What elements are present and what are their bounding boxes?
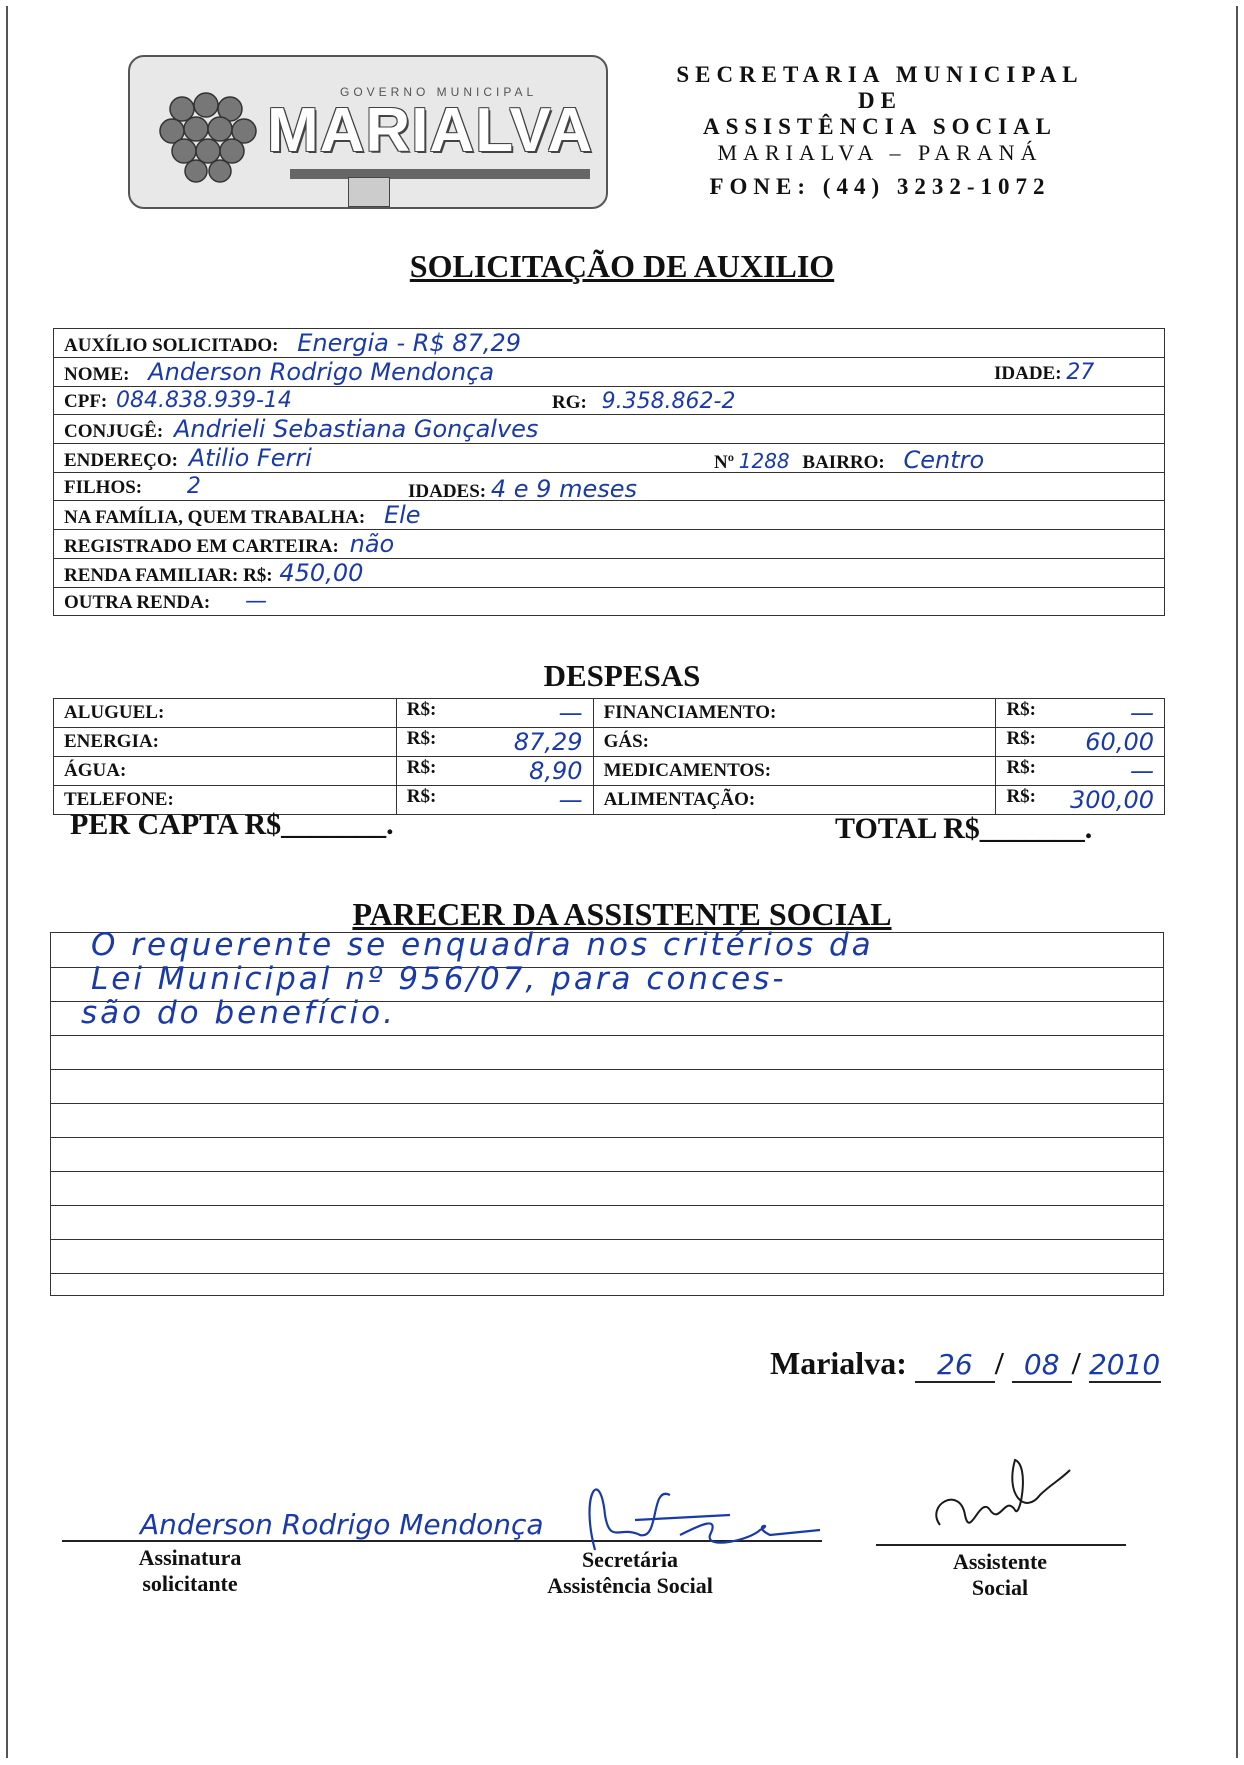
page-title: SOLICITAÇÃO DE AUXILIO — [409, 248, 835, 284]
endereco-label: ENDEREÇO: — [64, 450, 179, 471]
solicitante-signature: Anderson Rodrigo Mendonça — [140, 1508, 544, 1541]
logo-bar — [290, 169, 590, 179]
despesa-right-label: FINANCIAMENTO: — [603, 702, 777, 723]
form-row-auxilio — [54, 329, 1165, 358]
parecer-line2[interactable]: Lei Municipal nº 956/07, para conces- — [91, 961, 787, 997]
date-label: Marialva: — [770, 1345, 907, 1381]
despesa-left-cell — [396, 699, 593, 728]
despesa-left-value[interactable]: — — [558, 699, 583, 727]
despesa-left-cell — [54, 728, 397, 757]
form-row-nome — [54, 358, 1165, 387]
solicitante-caption-l2: solicitante — [142, 1571, 238, 1596]
despesa-left-value[interactable]: — — [558, 786, 583, 814]
form-row-carteira — [54, 530, 1165, 559]
total: TOTAL R$_______. — [835, 812, 1093, 845]
despesas-row — [54, 757, 1165, 786]
assistente-signature-mark — [920, 1455, 1080, 1555]
form-row-cpf — [54, 387, 1165, 415]
secretaria-caption — [510, 1547, 750, 1599]
idade-label: IDADE: — [994, 363, 1062, 384]
marialva-logo — [128, 55, 608, 209]
date-year[interactable]: 2010 — [1088, 1348, 1161, 1381]
date-day[interactable]: 26 — [915, 1348, 995, 1383]
form-row-endereco — [54, 444, 1165, 473]
parecer-rule — [51, 1035, 1163, 1036]
despesa-right-cell — [996, 757, 1165, 786]
auxilio-value[interactable]: Energia - R$ 87,29 — [297, 329, 522, 357]
parecer-rule — [51, 1137, 1163, 1138]
assistente-caption-l1: Assistente — [952, 1549, 1048, 1574]
despesas-table — [53, 698, 1165, 815]
trabalha-label: NA FAMÍLIA, QUEM TRABALHA: — [64, 507, 366, 528]
form-row-renda — [54, 559, 1165, 588]
renda-label: RENDA FAMILIAR: R$: — [64, 565, 273, 586]
currency-label: R$: — [406, 699, 437, 720]
seal-icon — [348, 177, 390, 207]
despesa-right-cell — [996, 699, 1165, 728]
despesa-left-label: ÁGUA: — [64, 760, 127, 781]
nome-label: NOME: — [64, 364, 130, 385]
despesa-right-cell — [593, 757, 996, 786]
currency-label: R$: — [406, 757, 437, 778]
currency-label: R$: — [1006, 728, 1036, 749]
outra-renda-label: OUTRA RENDA: — [64, 592, 211, 613]
despesas-title: DESPESAS — [543, 658, 701, 693]
despesa-left-label: ENERGIA: — [64, 731, 160, 752]
despesa-right-value[interactable]: 60,00 — [1085, 728, 1154, 756]
bairro-value[interactable]: Centro — [903, 446, 985, 474]
idade-value[interactable]: 27 — [1066, 360, 1095, 385]
conjuge-label: CONJUGÊ: — [64, 421, 164, 442]
form-row-filhos — [54, 473, 1165, 501]
despesa-left-cell — [396, 757, 593, 786]
despesas-row — [54, 728, 1165, 757]
despesa-left-cell — [54, 699, 397, 728]
idades-value[interactable]: 4 e 9 meses — [490, 475, 637, 503]
logo-top-text: GOVERNO MUNICIPAL — [340, 85, 538, 99]
parecer-rule — [51, 1239, 1163, 1240]
cpf-value[interactable]: 084.838.939-14 — [116, 388, 292, 413]
currency-label: R$: — [1006, 786, 1036, 807]
endereco-value[interactable]: Atilio Ferri — [188, 444, 312, 472]
despesa-right-cell — [593, 786, 996, 815]
parecer-rule — [51, 1103, 1163, 1104]
bairro-label: BAIRRO: — [802, 452, 885, 473]
numero-value[interactable]: 1288 — [738, 449, 790, 473]
despesa-right-value[interactable]: — — [1130, 699, 1154, 727]
parecer-rule — [51, 1069, 1163, 1070]
nome-value[interactable]: Anderson Rodrigo Mendonça — [148, 358, 495, 386]
date-month[interactable]: 08 — [1012, 1348, 1072, 1383]
header-line4: MARIALVA – PARANÁ — [717, 140, 1043, 165]
carteira-value[interactable]: não — [349, 530, 395, 558]
despesa-right-label: ALIMENTAÇÃO: — [603, 789, 756, 810]
despesa-right-value[interactable]: — — [1130, 757, 1154, 785]
parecer-line1[interactable]: O requerente se enquadra nos critérios da — [91, 927, 874, 963]
despesa-right-cell — [593, 728, 996, 757]
parecer-rule — [51, 1273, 1163, 1274]
despesa-left-value[interactable]: 87,29 — [513, 728, 583, 756]
despesa-right-cell — [593, 699, 996, 728]
currency-label: R$: — [406, 728, 437, 749]
solicitante-caption-l1: Assinatura — [138, 1545, 242, 1570]
rg-label: RG: — [552, 392, 587, 413]
parecer-title: PARECER DA ASSISTENTE SOCIAL — [352, 896, 892, 932]
filhos-label: FILHOS: — [64, 477, 143, 498]
trabalha-value[interactable]: Ele — [383, 501, 421, 529]
per-capta: PER CAPTA R$_______. — [70, 808, 394, 841]
header-line1: SECRETARIA MUNICIPAL — [676, 62, 1084, 87]
secretaria-caption-l2: Assistência Social — [547, 1573, 713, 1598]
despesa-left-cell — [396, 728, 593, 757]
carteira-label: REGISTRADO EM CARTEIRA: — [64, 536, 339, 557]
currency-label: R$: — [1006, 699, 1036, 720]
despesa-right-cell — [996, 786, 1165, 815]
header-block — [620, 62, 1140, 200]
parecer-rule — [51, 1205, 1163, 1206]
header-line3: ASSISTÊNCIA SOCIAL — [702, 114, 1058, 139]
parecer-lines — [50, 927, 1164, 1296]
assistente-caption-l2: Social — [971, 1575, 1029, 1600]
despesa-right-label: GÁS: — [603, 731, 649, 752]
despesas-row — [54, 699, 1165, 728]
parecer-line3[interactable]: são do benefício. — [81, 995, 396, 1031]
conjuge-value[interactable]: Andrieli Sebastiana Gonçalves — [173, 415, 539, 443]
filhos-value[interactable]: 2 — [186, 474, 201, 499]
header-line2: DE — [858, 88, 902, 113]
solicitante-caption — [110, 1545, 270, 1597]
form-row-conjuge — [54, 415, 1165, 444]
date-field: Marialva: 26 / 08 / 2010 — [770, 1345, 1161, 1381]
despesa-left-label: TELEFONE: — [64, 789, 174, 810]
despesa-right-label: MEDICAMENTOS: — [603, 760, 772, 781]
request-form — [53, 328, 1165, 616]
numero-label: Nº — [714, 452, 734, 473]
cpf-label: CPF: — [64, 391, 108, 412]
header-phone: FONE: (44) 3232-1072 — [709, 174, 1051, 199]
currency-label: R$: — [1006, 757, 1036, 778]
logo-name: MARIALVA — [267, 96, 593, 165]
despesa-left-cell — [54, 757, 397, 786]
renda-value[interactable]: 450,00 — [279, 559, 364, 587]
despesa-left-cell — [396, 786, 593, 815]
form-row-outra-renda — [54, 588, 1165, 616]
auxilio-label: AUXÍLIO SOLICITADO: — [64, 335, 279, 356]
idades-label: IDADES: — [408, 481, 487, 502]
parecer-rule — [51, 1171, 1163, 1172]
despesa-left-value[interactable]: 8,90 — [529, 757, 583, 785]
assistente-caption — [900, 1549, 1100, 1601]
grapes-icon — [152, 79, 262, 189]
currency-label: R$: — [406, 786, 437, 807]
outra-renda-value[interactable]: — — [244, 589, 267, 614]
despesa-left-label: ALUGUEL: — [64, 702, 165, 723]
despesa-right-value[interactable]: 300,00 — [1070, 786, 1154, 814]
rg-value[interactable]: 9.358.862-2 — [601, 389, 736, 414]
form-row-trabalha — [54, 501, 1165, 530]
secretaria-caption-l1: Secretária — [581, 1547, 679, 1572]
despesa-right-cell — [996, 728, 1165, 757]
